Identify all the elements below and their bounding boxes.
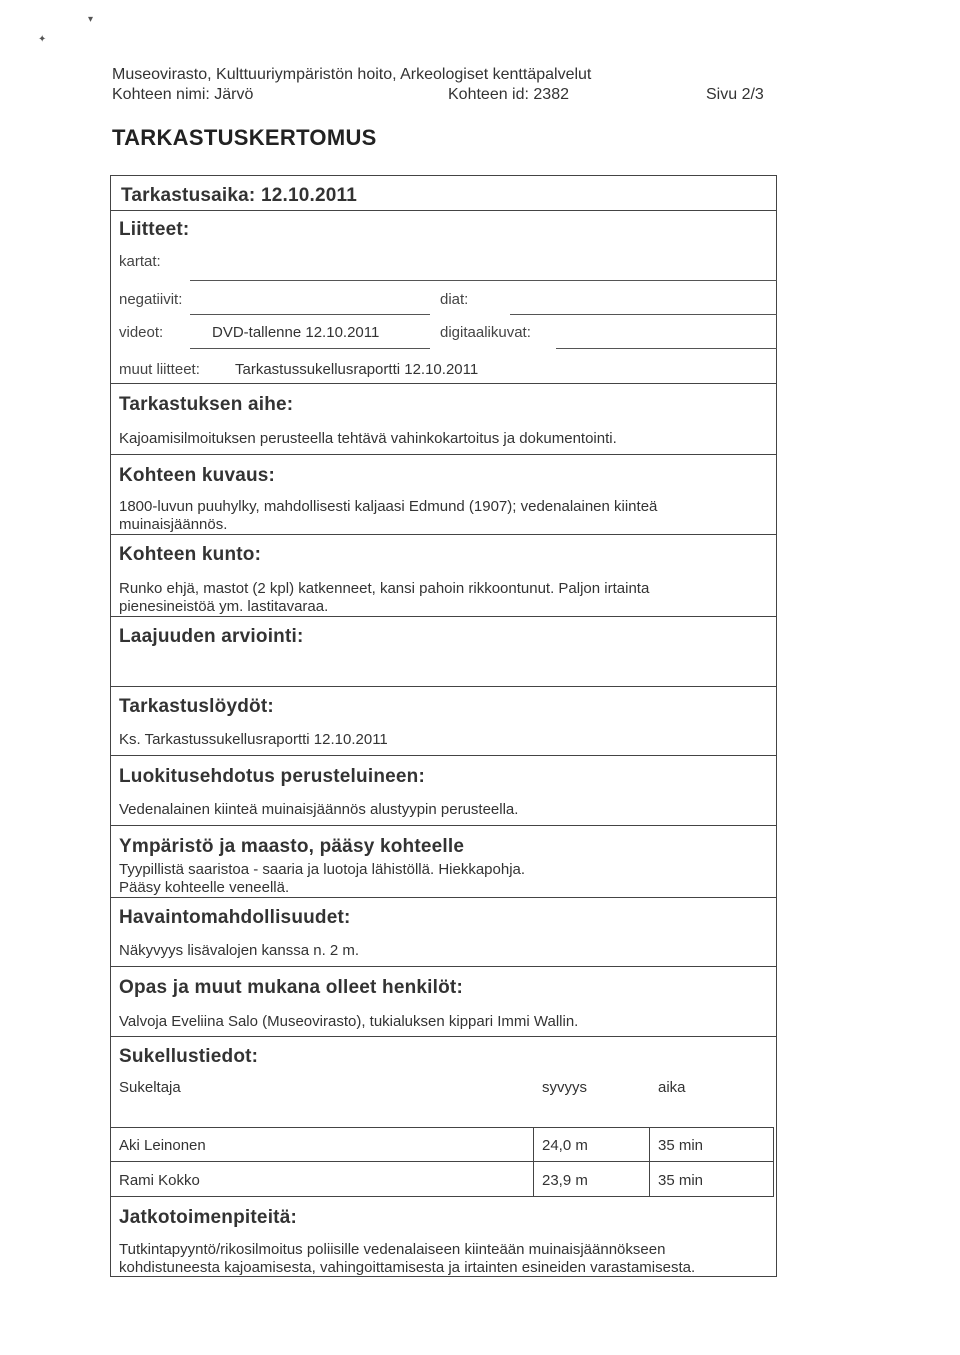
condition-heading: Kohteen kunto: <box>119 544 262 565</box>
header-organization: Museovirasto, Kulttuuriympäristön hoito, Arkeologiset kenttäpalvelut <box>112 66 592 83</box>
findings-text: Ks. Tarkastussukellusraportti 12.10.2011 <box>119 731 388 748</box>
page-title: TARKASTUSKERTOMUS <box>112 125 377 150</box>
digital-photos-label: digitaalikuvat: <box>440 324 531 341</box>
divider <box>110 1036 777 1037</box>
classification-heading: Luokitusehdotus perusteluineen: <box>119 766 425 787</box>
followup-line-2: kohdistuneesta kajoamisesta, vahingoittamisesta ja irtainten esineiden varastamisesta. <box>119 1259 696 1276</box>
guide-heading: Opas ja muut mukana olleet henkilöt: <box>119 977 463 998</box>
dive-row-2-diver: Rami Kokko <box>119 1172 200 1189</box>
divider <box>110 966 777 967</box>
environment-heading: Ympäristö ja maasto, pääsy kohteelle <box>119 836 465 857</box>
dive-table-header-time: aika <box>658 1079 686 1096</box>
digital-photos-field-line <box>556 348 777 349</box>
table-row-border <box>110 1127 774 1128</box>
description-line-2: muinaisjäännös. <box>119 516 228 533</box>
other-attachments-label: muut liitteet: <box>119 361 200 378</box>
condition-line-2: pienesineistöä ym. lastitavaraa. <box>119 598 329 615</box>
videos-value: DVD-tallenne 12.10.2011 <box>212 324 380 341</box>
divider <box>110 755 777 756</box>
divider <box>110 686 777 687</box>
scan-mark: ▾ <box>88 14 94 25</box>
slides-label: diat: <box>440 291 469 308</box>
negatives-field-line <box>190 314 430 315</box>
divider <box>110 897 777 898</box>
observation-heading: Havaintomahdollisuudet: <box>119 907 351 928</box>
inspection-date: Tarkastusaika: 12.10.2011 <box>121 185 357 206</box>
dive-row-2-time: 35 min <box>658 1172 704 1189</box>
followup-line-1: Tutkintapyyntö/rikosilmoitus poliisille vedenalaiseen kiinteään muinaisjäännökseen <box>119 1241 666 1258</box>
guide-text: Valvoja Eveliina Salo (Museovirasto), tukialuksen kippari Immi Wallin. <box>119 1013 579 1030</box>
slides-field-line <box>510 314 777 315</box>
condition-line-1: Runko ehjä, mastot (2 kpl) katkenneet, kansi pahoin rikkoontunut. Paljon irtainta <box>119 580 650 597</box>
divider <box>110 534 777 535</box>
maps-label: kartat: <box>119 253 161 270</box>
dive-table-header-depth: syvyys <box>542 1079 587 1096</box>
observation-text: Näkyvyys lisävalojen kanssa n. 2 m. <box>119 942 360 959</box>
table-row-border <box>110 1196 774 1197</box>
purpose-text: Kajoamisilmoituksen perusteella tehtävä vahinkokartoitus ja dokumentointi. <box>119 430 617 447</box>
negatives-label: negatiivit: <box>119 291 183 308</box>
environment-line-1: Tyypillistä saaristoa - saaria ja luotoja lähistöllä. Hiekkapohja. <box>119 861 526 878</box>
scan-mark: ✦ <box>38 34 47 45</box>
divider <box>110 210 777 211</box>
dive-row-1-diver: Aki Leinonen <box>119 1137 206 1154</box>
description-heading: Kohteen kuvaus: <box>119 465 276 486</box>
table-column-border <box>649 1127 650 1196</box>
dive-row-1-depth: 24,0 m <box>542 1137 588 1154</box>
maps-field-line <box>190 280 777 281</box>
followup-heading: Jatkotoimenpiteitä: <box>119 1207 297 1228</box>
other-attachments-value: Tarkastussukellusraportti 12.10.2011 <box>235 361 479 378</box>
findings-heading: Tarkastuslöydöt: <box>119 696 274 717</box>
classification-text: Vedenalainen kiinteä muinaisjäännös alustyypin perusteella. <box>119 801 519 818</box>
divider <box>110 825 777 826</box>
diving-heading: Sukellustiedot: <box>119 1046 259 1067</box>
purpose-heading: Tarkastuksen aihe: <box>119 394 294 415</box>
header-page-number: Sivu 2/3 <box>706 86 764 103</box>
header-site-name: Kohteen nimi: Järvö <box>112 86 254 103</box>
videos-field-line <box>190 348 430 349</box>
divider <box>110 616 777 617</box>
dive-table-header-diver: Sukeltaja <box>119 1079 181 1096</box>
table-column-border <box>773 1127 774 1196</box>
divider <box>110 454 777 455</box>
table-column-border <box>533 1127 534 1196</box>
videos-label: videot: <box>119 324 164 341</box>
header-site-id: Kohteen id: 2382 <box>448 86 569 103</box>
table-row-border <box>110 1161 774 1162</box>
divider <box>110 383 777 384</box>
description-line-1: 1800-luvun puuhylky, mahdollisesti kaljaasi Edmund (1907); vedenalainen kiinteä <box>119 498 658 515</box>
dive-row-1-time: 35 min <box>658 1137 704 1154</box>
attachments-heading: Liitteet: <box>119 219 190 240</box>
dive-row-2-depth: 23,9 m <box>542 1172 588 1189</box>
extent-heading: Laajuuden arviointi: <box>119 626 304 647</box>
environment-line-2: Pääsy kohteelle veneellä. <box>119 879 290 896</box>
